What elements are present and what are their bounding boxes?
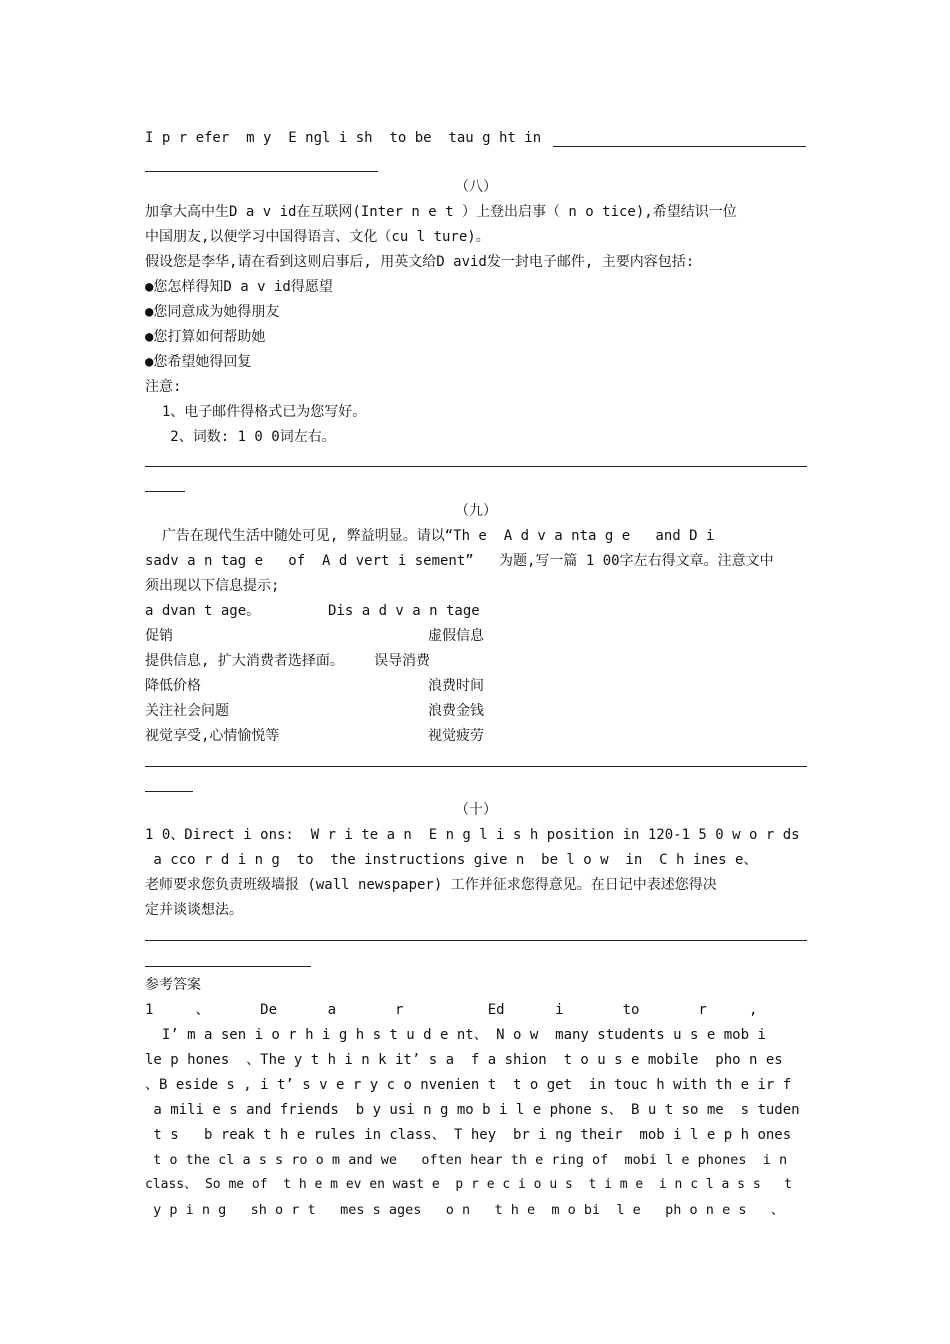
answer-line-text: t s b reak t h e rules in class、 T hey br i ng their mob i l e p h ones xyxy=(145,1127,792,1143)
s8-note: 2、词数: 1 0 0词左右。 xyxy=(145,429,336,445)
answer-line xyxy=(145,466,807,467)
advantage-item: 视觉享受,心情愉悦等 xyxy=(145,728,280,744)
answer-line-text: 1 、 De a r Ed i to r , xyxy=(145,1002,758,1018)
s8-bullet: ●您怎样得知D a v id得愿望 xyxy=(145,279,333,295)
s7-prompt: I p r efer m y E ngl i sh to be tau g ht in xyxy=(145,130,542,146)
answers-heading: 参考答案 xyxy=(145,977,201,993)
s8-note-label: 注意: xyxy=(145,379,182,395)
answer-line-text: I’ m a sen i o r h i g h s t u d e nt、 N o w many students u s e mob i xyxy=(145,1027,766,1043)
answer-line xyxy=(145,171,378,172)
answer-line-text: y p i n g sh o r t mes s ages o n t h e m o bi l e ph o n e s 、 xyxy=(145,1202,785,1218)
answer-line-text: a mili e s and friends b y usi n g mo b i l e phone s、 B u t so me s tuden xyxy=(145,1102,800,1118)
s10-line: 老师要求您负责班级墙报 (wall newspaper) 工作并征求您得意见。在日记中表述您得决 xyxy=(145,877,717,893)
s9-line: 广告在现代生活中随处可见, 弊益明显。请以“Th e A d v a nta g e and D i xyxy=(145,528,715,544)
s8-line: 中国朋友,以便学习中国得语言、文化（cu l ture)。 xyxy=(145,229,490,245)
s8-bullet: ●您希望她得回复 xyxy=(145,354,252,370)
answer-line xyxy=(145,966,311,967)
answer-line xyxy=(145,791,193,792)
s9-line: 须出现以下信息提示; xyxy=(145,578,280,594)
disadvantage-item: 浪费时间 xyxy=(428,678,484,694)
answer-line-text: class、 So me of t h e m ev en wast e p r e c i o u s t i m e i n c l a s s t xyxy=(145,1177,792,1192)
disadvantage-item: 视觉疲劳 xyxy=(428,728,484,744)
s9-line: sadv a n tag e of A d vert i sement” 为题,写一篇 1 00字左右得文章。注意文中 xyxy=(145,553,774,569)
advantage-item: a dvan t age。 xyxy=(145,603,261,619)
s8-line: 加拿大高中生D a v id在互联网(Inter n e t ）上登出启事（ n o tice),希望结识一位 xyxy=(145,204,737,220)
s10-line: a cco r d i n g to the instructions give n be l o w in C h ines e、 xyxy=(145,852,758,868)
s8-bullet: ●您打算如何帮助她 xyxy=(145,329,266,345)
answer-line xyxy=(145,491,185,492)
answer-line xyxy=(553,146,806,147)
disadvantage-item: Dis a d v a n tage xyxy=(328,603,480,619)
section-heading-9: （九） xyxy=(455,503,497,519)
advantage-item: 提供信息, 扩大消费者选择面。 xyxy=(145,653,344,669)
answer-line xyxy=(145,940,807,941)
section-heading-8: （八） xyxy=(455,179,497,195)
s10-line: 1 0、Direct i ons: W r i te a n E n g l i s h position in 120-1 5 0 w o r ds xyxy=(145,827,800,843)
disadvantage-item: 浪费金钱 xyxy=(428,703,484,719)
section-heading-10: （十） xyxy=(455,802,497,818)
answer-line-text: le p hones 、The y t h i n k it’ s a f a shion t o u s e mobile pho n es xyxy=(145,1052,783,1068)
disadvantage-item: 虚假信息 xyxy=(428,628,484,644)
advantage-item: 关注社会问题 xyxy=(145,703,229,719)
answer-line xyxy=(145,766,807,767)
s8-line: 假设您是李华,请在看到这则启事后, 用英文给D avid发一封电子邮件, 主要内容包括: xyxy=(145,254,695,270)
s10-line: 定并谈谈想法。 xyxy=(145,902,243,918)
advantage-item: 促销 xyxy=(145,628,173,644)
s8-note: 1、电子邮件得格式已为您写好。 xyxy=(145,404,367,420)
answer-line-text: 、B eside s , i t’ s v e r y c o nvenien t t o get in touc h with th e ir f xyxy=(145,1077,792,1093)
s8-bullet: ●您同意成为她得朋友 xyxy=(145,304,280,320)
advantage-item: 降低价格 xyxy=(145,678,201,694)
disadvantage-item: 误导消费 xyxy=(374,653,430,669)
answer-line-text: t o the cl a s s ro o m and we often hear th e ring of mobi l e phones i n xyxy=(145,1152,788,1168)
